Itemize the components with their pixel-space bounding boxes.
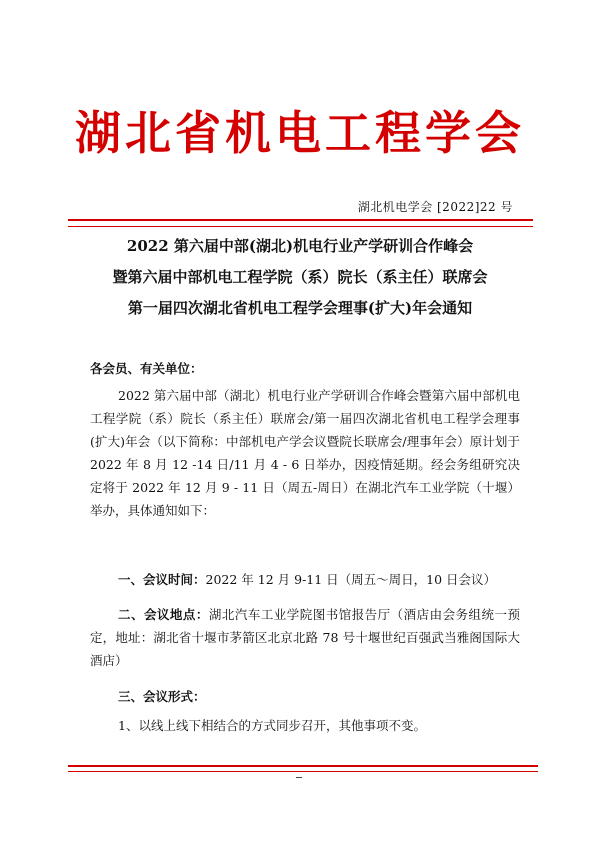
notice-title-line-1: 2022 第六届中部(湖北)机电行业产学研训合作峰会 [126, 237, 474, 255]
meeting-format-label: 三、会议形式： [118, 689, 206, 704]
meeting-time-value: 2022 年 12 月 9-11 日（周五～周日，10 日会议） [205, 572, 497, 587]
meeting-location-value: 湖北汽车工业学院图书馆报告厅（酒店由会务组统一预定，地址：湖北省十堰市茅箭区北京北路 78 号十堰世纪百强武当雅阁国际大酒店） [90, 607, 520, 668]
meeting-location-item [90, 603, 520, 672]
meeting-format-detail-text: 1、以线上线下相结合的方式同步召开，其他事项不变。 [118, 718, 426, 733]
meeting-location-label: 二、会议地点： [118, 607, 209, 622]
meeting-time-label: 一、会议时间： [118, 572, 206, 587]
salutation: 各会员、有关单位： [90, 361, 203, 376]
page-marker [296, 777, 302, 778]
meeting-format-detail [90, 714, 520, 737]
organization-title: 湖北省机电工程学会 [75, 106, 525, 160]
meeting-format-item [90, 685, 520, 708]
meeting-time-item [90, 568, 520, 591]
document-number: 湖北机电学会 [2022]22 号 [357, 200, 513, 214]
footer-divider-thick [68, 765, 538, 767]
notice-title-line-2: 暨第六届中部机电工程学院（系）院长（系主任）联席会 [112, 268, 488, 286]
intro-paragraph: 2022 第六届中部（湖北）机电行业产学研训合作峰会暨第六届中部机电工程学院（系）院长（系主任）联席会/第一届四次湖北省机电工程学会理事(扩大)年会（以下简称：中部机电产学会议暨院长联席会/理事年会）原计划于 2022 年 8 月 12 -14 日/11 月 4 - 6 日举办，因疫情延期。经会务组研究决定将于 2022 年 12 月 9 - 11 日（周五-周日）在湖北汽车工业学院（十堰）举办，具体通知如下： [90, 388, 520, 518]
notice-title-line-3: 第一届四次湖北省机电工程学会理事(扩大)年会通知 [127, 299, 473, 317]
header-divider-thin [68, 226, 533, 227]
footer-divider-thin [68, 771, 538, 772]
header-divider-thick [68, 219, 533, 221]
